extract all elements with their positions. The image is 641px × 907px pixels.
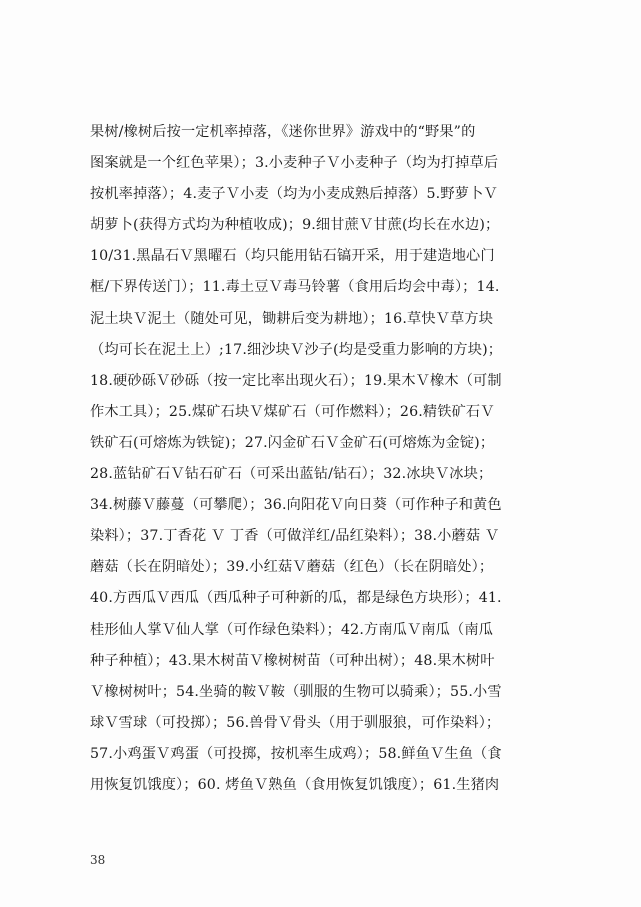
page-number: 38 (90, 853, 106, 867)
text-line: 框/下界传送门）；11.毒土豆Ｖ毒马铃薯（食用后均会中毒）；14. (90, 279, 500, 296)
text-line: 10/31.黑晶石Ｖ黑曜石（均只能用钻石镐开采，用于建造地心门 (90, 248, 495, 265)
text-line: 作木工具）；25.煤矿石块Ｖ煤矿石（可作燃料）；26.精铁矿石Ｖ (90, 403, 495, 420)
text-line: 胡萝卜(获得方式均为种植收成)；9.细甘蔗Ｖ甘蔗(均长在水边)； (90, 217, 500, 234)
text-line: 28.蓝钻矿石Ｖ钻石矿石（可采出蓝钻/钻石）；32.冰块Ｖ冰块； (90, 466, 493, 483)
text-line: 蘑菇（长在阴暗处）；39.小红菇Ｖ蘑菇（红色）（长在阴暗处）； (90, 559, 494, 576)
text-line: 34.树藤Ｖ藤蔓（可攀爬）；36.向阳花Ｖ向日葵（可作种子和黄色 (90, 497, 502, 514)
text-line: 种子种植）；43.果木树苗Ｖ橡树树苗（可种出树）；48.果木树叶 (90, 652, 495, 669)
text-line: 用恢复饥饿度）；60. 烤鱼Ｖ熟鱼（食用恢复饥饿度）；61.生猪肉 (90, 776, 500, 793)
text-line: 球Ｖ雪球（可投掷）；56.兽骨Ｖ骨头（用于驯服狼，可作染料）； (90, 714, 501, 731)
text-line: 果树/橡树后按一定机率掉落，《迷你世界》游戏中的“野果”的 (90, 124, 476, 140)
text-line: 铁矿石(可熔炼为铁锭)；27.闪金矿石Ｖ金矿石(可熔炼为金锭)； (90, 434, 495, 451)
text-line: 桂形仙人掌Ｖ仙人掌（可作绿色染料）；42.方南瓜Ｖ南瓜（南瓜 (90, 621, 494, 638)
text-line: 57.小鸡蛋Ｖ鸡蛋（可投掷，按机率生成鸡）；58.鲜鱼Ｖ生鱼（食 (90, 745, 502, 762)
text-line: Ｖ橡树树叶；54.坐骑的鞍Ｖ鞍（驯服的生物可以骑乘）；55.小雪 (90, 683, 502, 700)
text-line: 18.硬砂砾Ｖ砂砾（按一定比率出现火石）；19.果木Ｖ橡木（可制 (90, 372, 502, 389)
text-line: （均可长在泥土上）;17.细沙块Ｖ沙子(均是受重力影响的方块)； (90, 341, 503, 358)
text-line: 泥土块Ｖ泥土（随处可见，锄耕后变为耕地）；16.草快Ｖ草方块 (90, 310, 494, 327)
body-text (90, 117, 560, 801)
text-line: 40.方西瓜Ｖ西瓜（西瓜种子可种新的瓜，都是绿色方块形）；41. (90, 590, 502, 607)
text-line: 染料）；37.丁香花 Ｖ 丁香（可做洋红/品红染料）；38.小蘑菇 Ｖ (90, 528, 500, 545)
text-line: 按机率掉落）；4.麦子Ｖ小麦（均为小麦成熟后掉落）5.野萝卜Ｖ (90, 186, 498, 203)
text-line: 图案就是一个红色苹果）；3.小麦种子Ｖ小麦种子（均为打掉草后 (90, 155, 499, 172)
